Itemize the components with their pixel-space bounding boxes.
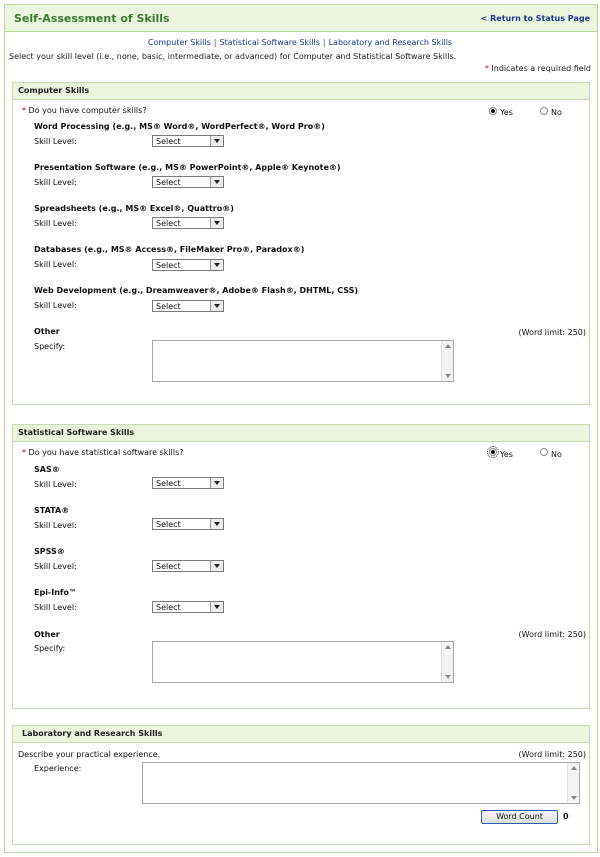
nav-separator: | bbox=[213, 38, 217, 47]
specify-label: Specify: bbox=[34, 644, 66, 653]
computer-question bbox=[22, 106, 147, 115]
select-value: Select bbox=[156, 520, 181, 529]
word-limit-note: (Word limit: 250) bbox=[518, 328, 586, 337]
scroll-down-icon bbox=[445, 675, 451, 679]
lab-research-heading: Laboratory and Research Skills bbox=[13, 726, 589, 743]
sas-skill-select[interactable] bbox=[152, 477, 224, 489]
skill-level-label: Skill Level: bbox=[34, 137, 77, 146]
scrollbar[interactable] bbox=[441, 642, 453, 682]
computer-other-textarea[interactable] bbox=[152, 340, 454, 382]
word-count-button[interactable]: Word Count bbox=[481, 810, 558, 824]
category-web-development: Web Development (e.g., Dreamweaver®, Adobe® Flash®, DHTML, CSS) bbox=[34, 286, 359, 295]
skill-level-label: Skill Level: bbox=[34, 603, 77, 612]
word-limit-note: (Word limit: 250) bbox=[518, 750, 586, 759]
describe-experience-text: Describe your practical experience. bbox=[18, 750, 161, 759]
select-value: Select bbox=[156, 302, 181, 311]
computer-yes-label: Yes bbox=[500, 108, 513, 117]
instructions: Select your skill level (i.e., none, basic, intermediate, or advanced) for Computer and Statistical Software Skills. bbox=[9, 52, 457, 61]
select-value: Select bbox=[156, 137, 181, 146]
required-asterisk: * bbox=[22, 106, 26, 115]
computer-skills-section bbox=[12, 82, 590, 405]
category-other: Other bbox=[34, 327, 60, 336]
nav-link-laboratory-research-skills[interactable]: Laboratory and Research Skills bbox=[328, 38, 453, 47]
section-nav bbox=[0, 38, 600, 47]
category-epi-info: Epi-Info™ bbox=[34, 588, 77, 597]
nav-link-computer-skills[interactable]: Computer Skills bbox=[147, 38, 211, 47]
category-databases: Databases (e.g., MS® Access®, FileMaker Pro®, Paradox®) bbox=[34, 245, 305, 254]
word-processing-skill-select[interactable] bbox=[152, 135, 224, 147]
databases-skill-select[interactable] bbox=[152, 259, 224, 271]
statistical-other-textarea[interactable] bbox=[152, 641, 454, 683]
category-other: Other bbox=[34, 630, 60, 639]
nav-link-statistical-software-skills[interactable]: Statistical Software Skills bbox=[219, 38, 320, 47]
chevron-down-icon bbox=[210, 561, 223, 571]
chevron-down-icon bbox=[210, 218, 223, 228]
experience-label: Experience: bbox=[34, 764, 82, 773]
category-stata: STATA® bbox=[34, 506, 70, 515]
specify-label: Specify: bbox=[34, 342, 66, 351]
scroll-down-icon bbox=[571, 796, 577, 800]
spss-skill-select[interactable] bbox=[152, 560, 224, 572]
return-to-status-link[interactable]: < Return to Status Page bbox=[480, 14, 590, 23]
statistical-question-text: Do you have statistical software skills? bbox=[28, 448, 184, 457]
category-spreadsheets: Spreadsheets (e.g., MS® Excel®, Quattro®) bbox=[34, 204, 234, 213]
category-spss: SPSS® bbox=[34, 547, 65, 556]
category-word-processing: Word Processing (e.g., MS® Word®, WordPerfect®, Word Pro®) bbox=[34, 122, 325, 131]
chevron-down-icon bbox=[210, 260, 223, 270]
select-value: Select bbox=[156, 562, 181, 571]
web-development-skill-select[interactable] bbox=[152, 300, 224, 312]
experience-textarea[interactable] bbox=[142, 762, 580, 804]
nav-separator: | bbox=[322, 38, 326, 47]
computer-skills-heading: Computer Skills bbox=[13, 83, 589, 100]
select-value: Select bbox=[156, 178, 181, 187]
chevron-down-icon bbox=[210, 301, 223, 311]
word-count-value: 0 bbox=[563, 812, 569, 821]
chevron-down-icon bbox=[210, 519, 223, 529]
required-note-text: Indicates a required field bbox=[491, 64, 591, 73]
scroll-up-icon bbox=[445, 645, 451, 649]
chevron-down-icon bbox=[210, 478, 223, 488]
spreadsheets-skill-select[interactable] bbox=[152, 217, 224, 229]
statistical-skills-section bbox=[12, 424, 590, 709]
scroll-up-icon bbox=[571, 766, 577, 770]
scrollbar[interactable] bbox=[441, 341, 453, 381]
required-note bbox=[485, 64, 591, 73]
select-value: Select bbox=[156, 603, 181, 612]
statistical-no-label: No bbox=[551, 450, 562, 459]
required-asterisk: * bbox=[22, 448, 26, 457]
page-header bbox=[5, 5, 597, 32]
skill-level-label: Skill Level: bbox=[34, 562, 77, 571]
epi-info-skill-select[interactable] bbox=[152, 601, 224, 613]
chevron-down-icon bbox=[210, 602, 223, 612]
word-limit-note: (Word limit: 250) bbox=[518, 630, 586, 639]
skill-level-label: Skill Level: bbox=[34, 178, 77, 187]
category-sas: SAS® bbox=[34, 465, 60, 474]
computer-no-label: No bbox=[551, 108, 562, 117]
select-value: Select bbox=[156, 479, 181, 488]
statistical-question bbox=[22, 448, 184, 457]
skill-level-label: Skill Level: bbox=[34, 521, 77, 530]
statistical-yes-radio[interactable] bbox=[489, 448, 497, 456]
chevron-down-icon bbox=[210, 177, 223, 187]
category-presentation: Presentation Software (e.g., MS® PowerPoint®, Apple® Keynote®) bbox=[34, 163, 341, 172]
skill-level-label: Skill Level: bbox=[34, 219, 77, 228]
computer-no-radio[interactable] bbox=[540, 107, 548, 115]
page-title: Self-Assessment of Skills bbox=[14, 12, 170, 25]
stata-skill-select[interactable] bbox=[152, 518, 224, 530]
scrollbar[interactable] bbox=[567, 763, 579, 803]
select-value: Select bbox=[156, 261, 181, 270]
scroll-up-icon bbox=[445, 344, 451, 348]
lab-research-section bbox=[12, 725, 590, 845]
required-asterisk: * bbox=[484, 64, 489, 73]
chevron-down-icon bbox=[210, 136, 223, 146]
skill-level-label: Skill Level: bbox=[34, 301, 77, 310]
scroll-down-icon bbox=[445, 374, 451, 378]
statistical-no-radio[interactable] bbox=[540, 448, 548, 456]
statistical-skills-heading: Statistical Software Skills bbox=[13, 425, 589, 442]
computer-yes-radio[interactable] bbox=[489, 107, 497, 115]
skill-level-label: Skill Level: bbox=[34, 480, 77, 489]
computer-question-text: Do you have computer skills? bbox=[28, 106, 147, 115]
skill-level-label: Skill Level: bbox=[34, 260, 77, 269]
presentation-skill-select[interactable] bbox=[152, 176, 224, 188]
statistical-yes-label: Yes bbox=[500, 450, 513, 459]
select-value: Select bbox=[156, 219, 181, 228]
